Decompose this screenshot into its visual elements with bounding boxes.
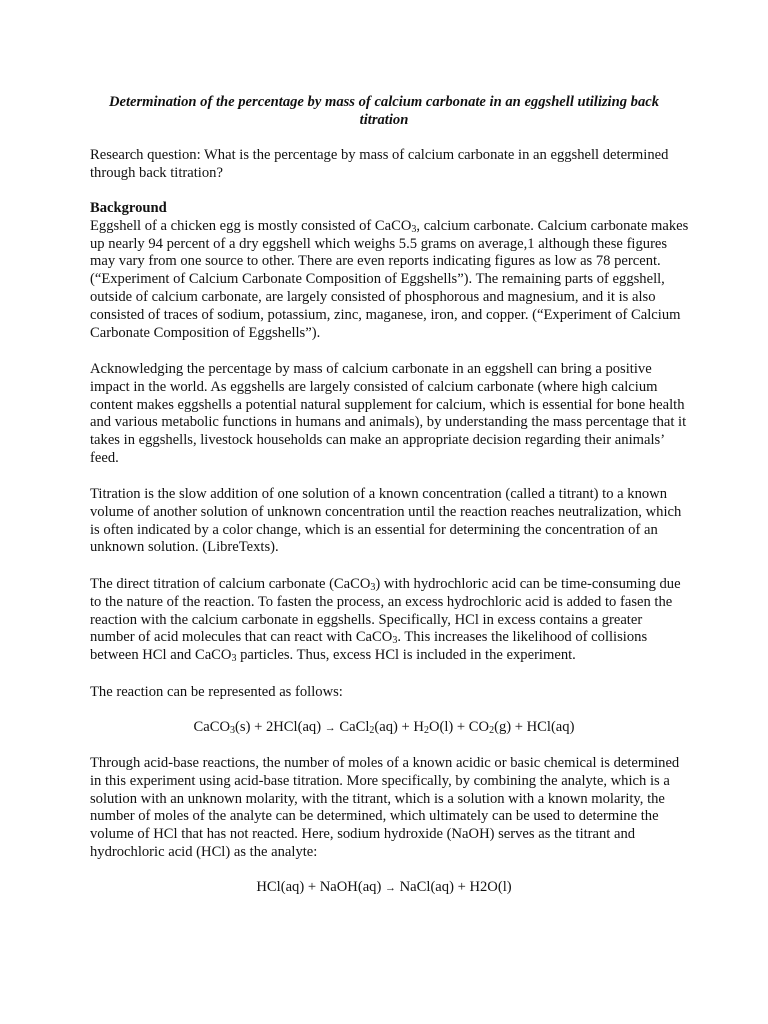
paragraph-5: The reaction can be represented as follows:	[90, 684, 343, 700]
reaction-arrow-icon: →	[384, 882, 396, 894]
eq1-part-f: (g) + HCl(aq)	[494, 719, 575, 735]
background-paragraph-1	[90, 218, 690, 343]
eq2-part-b: NaCl(aq) + H2O(l)	[395, 879, 512, 895]
p4-subscript-3: 3	[231, 653, 237, 665]
p4-subscript-2: 3	[392, 635, 398, 647]
eq1-sub-a: 3	[230, 725, 236, 736]
eq1-part-c: CaCl	[335, 719, 370, 735]
eq1-part-d: (aq) + H	[374, 719, 424, 735]
paragraph-2: Acknowledging the percentage by mass of calcium carbonate in an eggshell can bring a positive impact in the world. As eggshells are largely consisted of calcium carbonate (where high calcium content makes eggshells a potential natural supplement for calcium, which is essential for bone health and various metabolic functions in humans and animals), by understanding the mass percentage that it takes in eggshells, livestock households can make an appropriate decision regarding their animals’ feed.	[90, 361, 687, 466]
eq1-sub-e: 2	[489, 725, 495, 736]
p4-text-d: particles. Thus, excess HCl is included in the experiment.	[236, 647, 576, 664]
eq1-sub-c: 2	[369, 725, 375, 736]
eq1-part-e: O(l) + CO	[428, 719, 490, 735]
eq1-part-a: CaCO	[193, 719, 231, 735]
document-title: Determination of the percentage by mass of calcium carbonate in an eggshell utilizing back titration	[108, 94, 660, 128]
p1-text-b: , calcium carbonate. Calcium carbonate makes up nearly 94 percent of a dry eggshell which weighs 5.5 grams on average,1 although these figures may vary from one source to other. There are even reports indicating figures as low as 78 percent. (“Experiment of Calcium Carbonate Composition of Eggshells”). The remaining parts of eggshell, outside of calcium carbonate, are largely consisted of phosphorous and magnesium, and it is also consisted of traces of sodium, potassium, zinc, maganese, iron, and copper. (“Experiment of Calcium Carbonate Composition of Eggshells”).	[90, 217, 689, 341]
background-heading: Background	[90, 200, 167, 216]
reaction-equation-1	[0, 719, 768, 738]
paragraph-6: Through acid-base reactions, the number of moles of a known acidic or basic chemical is determined in this experiment using acid-base titration. More specifically, by combining the analyte, which is a solution with an unknown molarity, with the titrant, which is a solution with a known molarity, the number of moles of the analyte can be determined, which ultimately can be used to determine the volume of HCl that has not reacted. Here, sodium hydroxide (NaOH) serves as the titrant and hydrochloric acid (HCl) as the analyte:	[90, 755, 680, 860]
p4-text-a: The direct titration of calcium carbonate (CaCO	[90, 576, 371, 592]
p1-subscript: 3	[411, 223, 417, 235]
paragraph-4	[90, 576, 690, 665]
reaction-arrow-icon: →	[324, 722, 336, 734]
eq1-sub-d: 2	[423, 725, 429, 736]
p4-text-b: ) with hydrochloric acid can be time-consuming due to the nature of the reaction. To fasten the process, an excess hydrochloric acid is added to fasen the reaction with the calcium carbonate in eggshells. Specifically, HCl in excess contains a greater number of acid molecules that can react with CaCO	[90, 576, 681, 646]
research-question: Research question: What is the percentage by mass of calcium carbonate in an eggshell determined through back titration?	[90, 147, 669, 181]
reaction-equation-2	[0, 879, 768, 898]
p4-text-c: . This increases the likelihood of collisions between HCl and CaCO	[90, 629, 648, 664]
p4-subscript-1: 3	[370, 582, 376, 593]
background-section	[90, 200, 690, 342]
paragraph-3: Titration is the slow addition of one solution of a known concentration (called a titrant) to a known volume of another solution of unknown concentration until the reaction reaches neutralization, which is often indicated by a color change, which is an essential for determining the concentration of an unknown solution. (LibreTexts).	[90, 486, 682, 556]
eq2-part-a: HCl(aq) + NaOH(aq)	[256, 879, 385, 895]
eq1-part-b: (s) + 2HCl(aq)	[235, 719, 325, 735]
p1-text-a: Eggshell of a chicken egg is mostly consisted of CaCO	[90, 217, 412, 234]
